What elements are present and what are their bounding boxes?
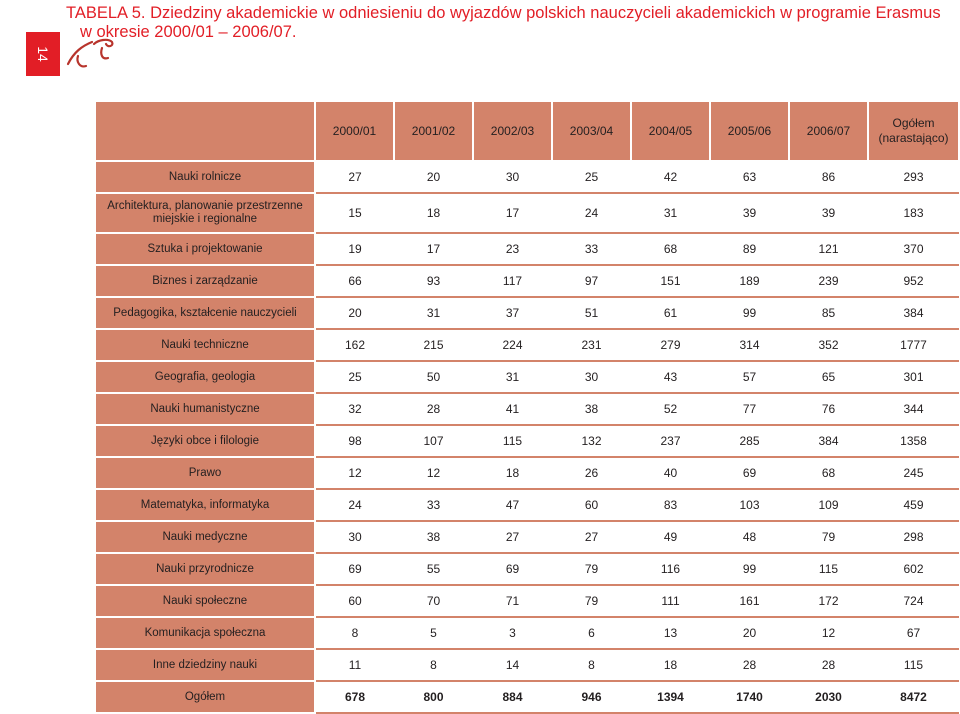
column-header: 2000/01 — [315, 101, 394, 161]
table-cell: 28 — [710, 649, 789, 681]
table-cell: 60 — [315, 585, 394, 617]
table-cell: 83 — [631, 489, 710, 521]
table-cell: 1777 — [868, 329, 959, 361]
table-cell: 33 — [394, 489, 473, 521]
table-cell: 237 — [631, 425, 710, 457]
table-cell: 678 — [315, 681, 394, 713]
table-cell: 103 — [710, 489, 789, 521]
table-cell: 121 — [789, 233, 868, 265]
table-cell: 77 — [710, 393, 789, 425]
table-cell: 48 — [710, 521, 789, 553]
total-row — [95, 681, 959, 713]
table-cell: 47 — [473, 489, 552, 521]
table-cell: 13 — [631, 617, 710, 649]
row-label: Matematyka, informatyka — [95, 489, 315, 521]
table-cell: 19 — [315, 233, 394, 265]
table-row — [95, 585, 959, 617]
table-cell: 18 — [631, 649, 710, 681]
table-row — [95, 265, 959, 297]
column-header: Ogółem (narastająco) — [868, 101, 959, 161]
table-title — [66, 4, 956, 42]
table-cell: 17 — [394, 233, 473, 265]
table-cell: 52 — [631, 393, 710, 425]
table-cell: 32 — [315, 393, 394, 425]
table-cell: 1358 — [868, 425, 959, 457]
table-cell: 69 — [473, 553, 552, 585]
table-cell: 23 — [473, 233, 552, 265]
row-label: Nauki techniczne — [95, 329, 315, 361]
page-number-tab — [26, 32, 60, 76]
table-cell: 2030 — [789, 681, 868, 713]
table-cell: 39 — [789, 193, 868, 233]
table-cell: 25 — [315, 361, 394, 393]
table-cell: 28 — [394, 393, 473, 425]
table-cell: 76 — [789, 393, 868, 425]
table-cell: 14 — [473, 649, 552, 681]
table-row — [95, 457, 959, 489]
table-cell: 800 — [394, 681, 473, 713]
table-cell: 71 — [473, 585, 552, 617]
table-cell: 57 — [710, 361, 789, 393]
table-cell: 55 — [394, 553, 473, 585]
table-row — [95, 393, 959, 425]
table-cell: 43 — [631, 361, 710, 393]
table-cell: 25 — [552, 161, 631, 193]
row-label: Nauki przyrodnicze — [95, 553, 315, 585]
column-header: 2005/06 — [710, 101, 789, 161]
table-cell: 107 — [394, 425, 473, 457]
table-cell: 79 — [789, 521, 868, 553]
table-cell: 161 — [710, 585, 789, 617]
table-cell: 38 — [394, 521, 473, 553]
table-cell: 67 — [868, 617, 959, 649]
table-cell: 239 — [789, 265, 868, 297]
table-cell: 162 — [315, 329, 394, 361]
table-cell: 8 — [394, 649, 473, 681]
column-header: 2002/03 — [473, 101, 552, 161]
row-label: Nauki humanistyczne — [95, 393, 315, 425]
table-cell: 69 — [315, 553, 394, 585]
table-cell: 115 — [868, 649, 959, 681]
table-cell: 24 — [315, 489, 394, 521]
table-cell: 952 — [868, 265, 959, 297]
table-cell: 116 — [631, 553, 710, 585]
table-row — [95, 617, 959, 649]
table-cell: 20 — [394, 161, 473, 193]
table-cell: 99 — [710, 553, 789, 585]
row-label: Ogółem — [95, 681, 315, 713]
table-cell: 70 — [394, 585, 473, 617]
table-row — [95, 489, 959, 521]
table-cell: 11 — [315, 649, 394, 681]
table-cell: 30 — [473, 161, 552, 193]
table-cell: 111 — [631, 585, 710, 617]
table-cell: 31 — [631, 193, 710, 233]
table-cell: 40 — [631, 457, 710, 489]
table-cell: 98 — [315, 425, 394, 457]
table-cell: 384 — [789, 425, 868, 457]
row-label: Inne dziedziny nauki — [95, 649, 315, 681]
table-cell: 245 — [868, 457, 959, 489]
table-cell: 115 — [789, 553, 868, 585]
table-cell: 20 — [710, 617, 789, 649]
column-header: 2001/02 — [394, 101, 473, 161]
table-row — [95, 297, 959, 329]
row-label: Architektura, planowanie przestrzenne miejskie i regionalne — [95, 193, 315, 233]
table-cell: 33 — [552, 233, 631, 265]
table-row — [95, 161, 959, 193]
table-cell: 85 — [789, 297, 868, 329]
table-cell: 5 — [394, 617, 473, 649]
row-label: Komunikacja społeczna — [95, 617, 315, 649]
table-cell: 69 — [710, 457, 789, 489]
table-cell: 37 — [473, 297, 552, 329]
table-cell: 8 — [315, 617, 394, 649]
table-cell: 3 — [473, 617, 552, 649]
table-row — [95, 521, 959, 553]
title-line-1: TABELA 5. Dziedziny akademickie w odniesieniu do wyjazdów polskich nauczycieli akademickich w programie Erasmus — [66, 4, 941, 22]
table-cell: 79 — [552, 553, 631, 585]
table-cell: 27 — [552, 521, 631, 553]
table-row — [95, 425, 959, 457]
row-label: Nauki rolnicze — [95, 161, 315, 193]
table-cell: 99 — [710, 297, 789, 329]
table-cell: 30 — [552, 361, 631, 393]
table-cell: 301 — [868, 361, 959, 393]
table-row — [95, 193, 959, 233]
table-row — [95, 233, 959, 265]
table-cell: 1394 — [631, 681, 710, 713]
table-cell: 172 — [789, 585, 868, 617]
table-cell: 151 — [631, 265, 710, 297]
column-header: 2003/04 — [552, 101, 631, 161]
table-cell: 31 — [394, 297, 473, 329]
table-cell: 27 — [473, 521, 552, 553]
header-row — [95, 101, 959, 161]
table-cell: 117 — [473, 265, 552, 297]
table-cell: 459 — [868, 489, 959, 521]
table-cell: 30 — [315, 521, 394, 553]
table-cell: 61 — [631, 297, 710, 329]
header-corner — [95, 101, 315, 161]
page-number: 14 — [34, 46, 51, 62]
table-cell: 12 — [394, 457, 473, 489]
table-cell: 79 — [552, 585, 631, 617]
table-cell: 12 — [315, 457, 394, 489]
table-cell: 724 — [868, 585, 959, 617]
table-cell: 51 — [552, 297, 631, 329]
table-cell: 189 — [710, 265, 789, 297]
title-line-2: w okresie 2000/01 – 2006/07. — [80, 23, 297, 41]
table-cell: 132 — [552, 425, 631, 457]
table-cell: 285 — [710, 425, 789, 457]
table-cell: 24 — [552, 193, 631, 233]
table-cell: 63 — [710, 161, 789, 193]
table-cell: 602 — [868, 553, 959, 585]
table-cell: 1740 — [710, 681, 789, 713]
table-cell: 86 — [789, 161, 868, 193]
table-cell: 15 — [315, 193, 394, 233]
row-label: Pedagogika, kształcenie nauczycieli — [95, 297, 315, 329]
table-cell: 28 — [789, 649, 868, 681]
table-cell: 27 — [315, 161, 394, 193]
table-cell: 18 — [394, 193, 473, 233]
table-cell: 66 — [315, 265, 394, 297]
data-table — [94, 100, 960, 714]
table-cell: 97 — [552, 265, 631, 297]
table-cell: 12 — [789, 617, 868, 649]
table-cell: 224 — [473, 329, 552, 361]
table-cell: 39 — [710, 193, 789, 233]
column-header: 2006/07 — [789, 101, 868, 161]
table-cell: 42 — [631, 161, 710, 193]
table-cell: 314 — [710, 329, 789, 361]
table-cell: 38 — [552, 393, 631, 425]
table-cell: 115 — [473, 425, 552, 457]
table-cell: 18 — [473, 457, 552, 489]
row-label: Biznes i zarządzanie — [95, 265, 315, 297]
row-label: Nauki medyczne — [95, 521, 315, 553]
table-cell: 279 — [631, 329, 710, 361]
column-header: 2004/05 — [631, 101, 710, 161]
table-row — [95, 553, 959, 585]
table-cell: 68 — [631, 233, 710, 265]
row-label: Prawo — [95, 457, 315, 489]
table-cell: 231 — [552, 329, 631, 361]
table-cell: 65 — [789, 361, 868, 393]
table-row — [95, 361, 959, 393]
table-cell: 352 — [789, 329, 868, 361]
table-cell: 68 — [789, 457, 868, 489]
table-cell: 93 — [394, 265, 473, 297]
table-cell: 89 — [710, 233, 789, 265]
row-label: Sztuka i projektowanie — [95, 233, 315, 265]
table-cell: 293 — [868, 161, 959, 193]
table-row — [95, 329, 959, 361]
table-cell: 6 — [552, 617, 631, 649]
table-cell: 41 — [473, 393, 552, 425]
table-cell: 109 — [789, 489, 868, 521]
table-cell: 298 — [868, 521, 959, 553]
table-cell: 17 — [473, 193, 552, 233]
table-cell: 31 — [473, 361, 552, 393]
row-label: Języki obce i filologie — [95, 425, 315, 457]
table-cell: 8472 — [868, 681, 959, 713]
table-cell: 50 — [394, 361, 473, 393]
table-cell: 370 — [868, 233, 959, 265]
table-cell: 946 — [552, 681, 631, 713]
table-cell: 49 — [631, 521, 710, 553]
table-cell: 215 — [394, 329, 473, 361]
table-cell: 20 — [315, 297, 394, 329]
table-cell: 60 — [552, 489, 631, 521]
table-cell: 8 — [552, 649, 631, 681]
table-cell: 384 — [868, 297, 959, 329]
table-cell: 344 — [868, 393, 959, 425]
table-cell: 183 — [868, 193, 959, 233]
row-label: Nauki społeczne — [95, 585, 315, 617]
table-cell: 884 — [473, 681, 552, 713]
row-label: Geografia, geologia — [95, 361, 315, 393]
table-row — [95, 649, 959, 681]
table-cell: 26 — [552, 457, 631, 489]
